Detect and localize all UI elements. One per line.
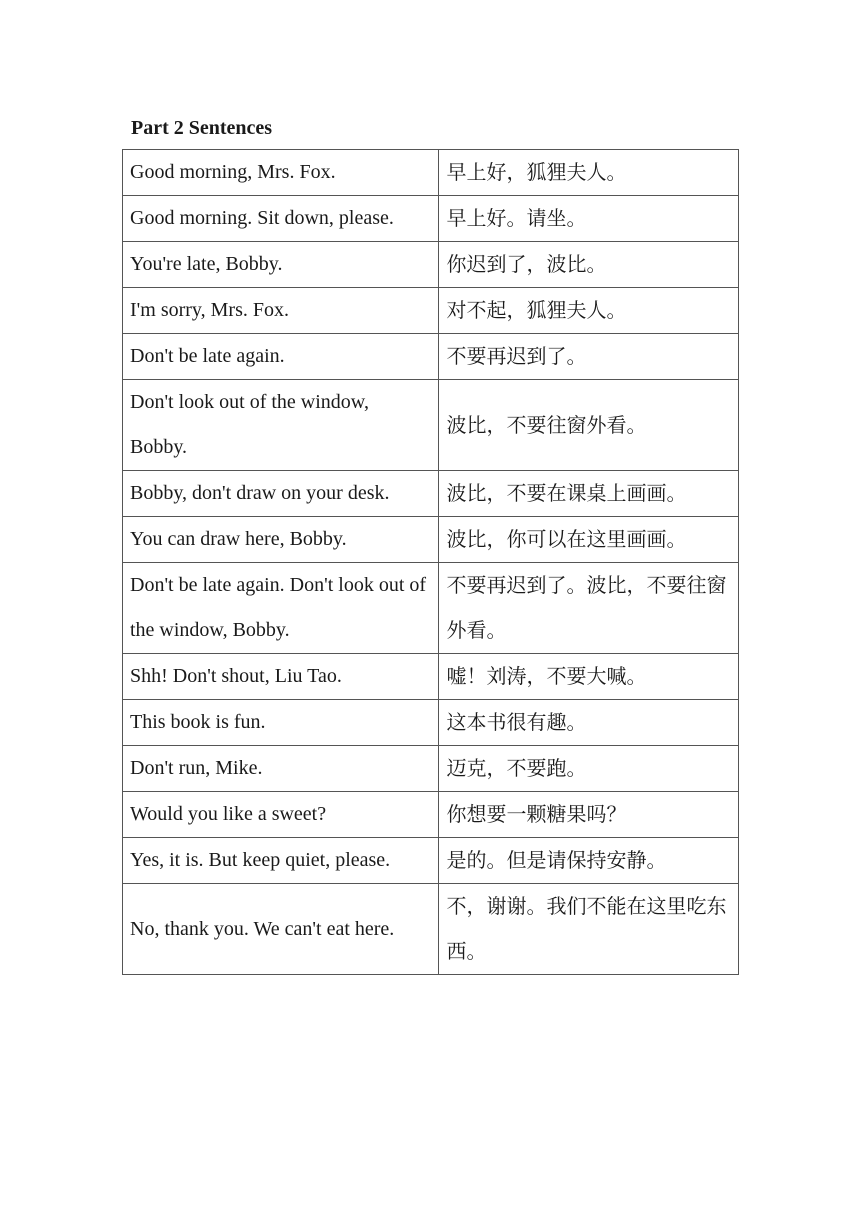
section-title: Part 2 Sentences [131,117,273,139]
english-sentence: You're late, Bobby. [123,242,439,288]
english-sentence: Good morning. Sit down, please. [123,196,439,242]
chinese-translation: 波比，你可以在这里画画。 [438,517,739,563]
chinese-translation: 不要再迟到了。波比，不要往窗外看。 [438,563,739,654]
table-row [123,471,739,517]
table-row [123,838,739,884]
table-row [123,196,739,242]
chinese-translation: 波比，不要往窗外看。 [438,380,739,471]
table-row [123,334,739,380]
english-sentence: No, thank you. We can't eat here. [123,884,439,975]
english-sentence: Yes, it is. But keep quiet, please. [123,838,439,884]
english-sentence: Don't run, Mike. [123,746,439,792]
english-sentence: Good morning, Mrs. Fox. [123,150,439,196]
chinese-translation: 你想要一颗糖果吗？ [438,792,739,838]
chinese-translation: 不要再迟到了。 [438,334,739,380]
english-sentence: Don't be late again. Don't look out of the window, Bobby. [123,563,439,654]
table-row [123,517,739,563]
english-sentence: Bobby, don't draw on your desk. [123,471,439,517]
table-row [123,150,739,196]
table-row [123,884,739,975]
table-row [123,380,739,471]
table-row [123,700,739,746]
english-sentence: This book is fun. [123,700,439,746]
chinese-translation: 不，谢谢。我们不能在这里吃东西。 [438,884,739,975]
chinese-translation: 对不起，狐狸夫人。 [438,288,739,334]
chinese-translation: 早上好。请坐。 [438,196,739,242]
table-row [123,792,739,838]
chinese-translation: 嘘！刘涛，不要大喊。 [438,654,739,700]
english-sentence: You can draw here, Bobby. [123,517,439,563]
table-row [123,746,739,792]
table-row [123,288,739,334]
english-sentence: Shh! Don't shout, Liu Tao. [123,654,439,700]
chinese-translation: 是的。但是请保持安静。 [438,838,739,884]
english-sentence: Don't be late again. [123,334,439,380]
chinese-translation: 迈克，不要跑。 [438,746,739,792]
sentences-table [122,149,739,975]
english-sentence: Don't look out of the window, Bobby. [123,380,439,471]
chinese-translation: 波比，不要在课桌上画画。 [438,471,739,517]
chinese-translation: 这本书很有趣。 [438,700,739,746]
english-sentence: I'm sorry, Mrs. Fox. [123,288,439,334]
table-row [123,563,739,654]
chinese-translation: 你迟到了，波比。 [438,242,739,288]
chinese-translation: 早上好，狐狸夫人。 [438,150,739,196]
english-sentence: Would you like a sweet? [123,792,439,838]
sentences-table-body [123,150,739,975]
table-row [123,242,739,288]
table-row [123,654,739,700]
